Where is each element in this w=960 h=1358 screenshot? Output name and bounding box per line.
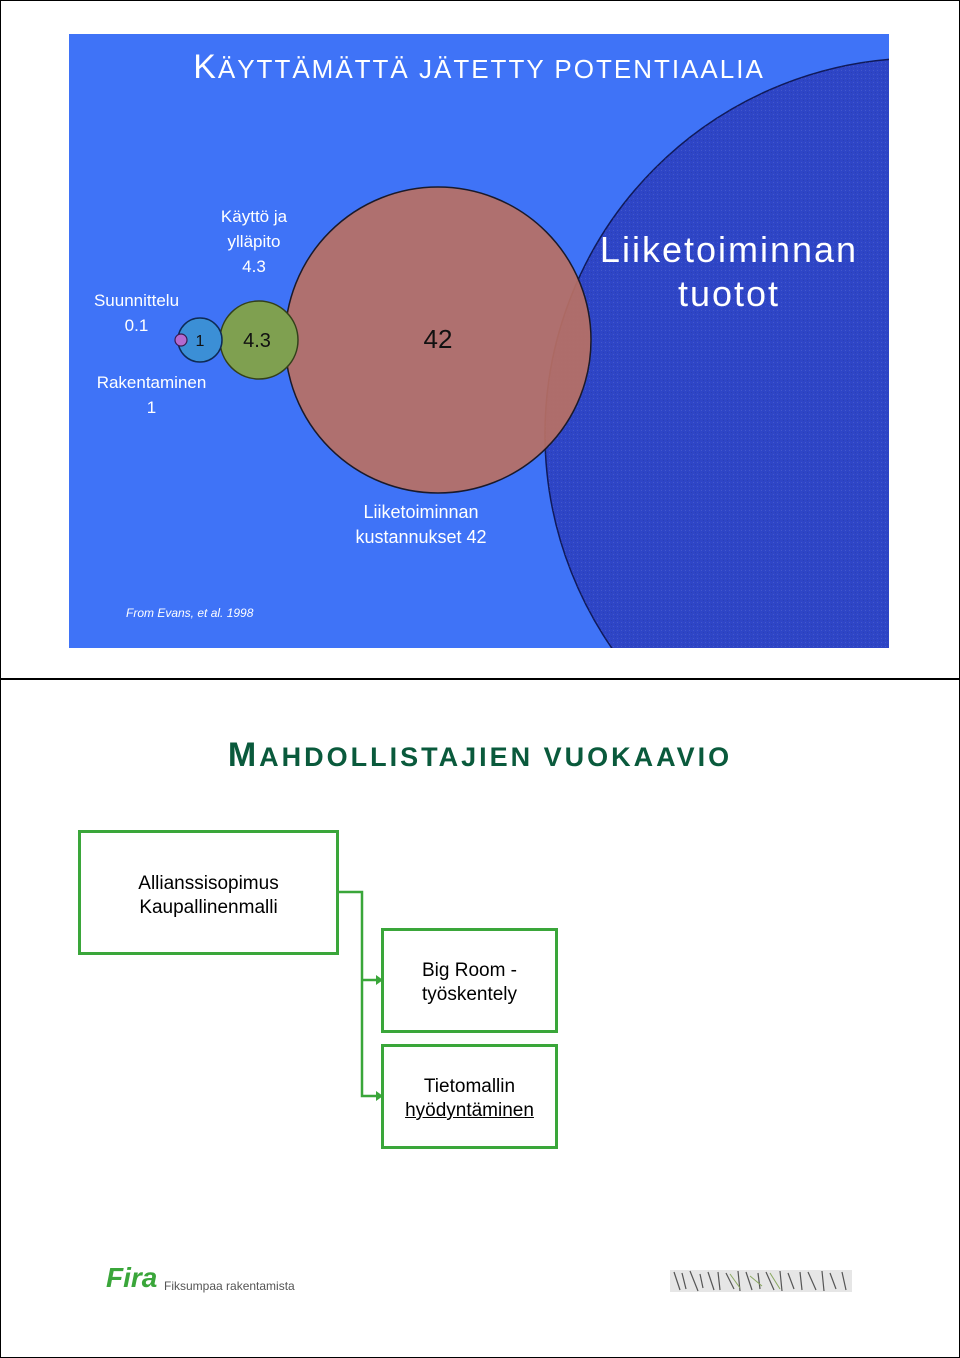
label-kustannukset: Liiketoiminnan kustannukset 42 bbox=[355, 502, 487, 547]
fira-logo: Fira bbox=[106, 1262, 158, 1293]
label-suunnittelu: Suunnittelu 0.1 bbox=[93, 291, 180, 335]
flow-box-allianssisopimus: Allianssisopimus Kaupallinenmalli bbox=[78, 830, 339, 955]
bubble-value-kaytto: 4.3 bbox=[243, 330, 271, 352]
flow-box-big-room: Big Room - työskentely bbox=[381, 928, 558, 1033]
slide-2-title: MAHDOLLISTAJIEN VUOKAAVIO bbox=[227, 736, 733, 774]
decorative-texture-icon bbox=[670, 1270, 852, 1292]
source-citation: From Evans, et al. 1998 bbox=[126, 606, 254, 620]
bubble-value-kustannukset: 42 bbox=[423, 324, 453, 354]
bubble-value-rakentaminen: 1 bbox=[195, 333, 205, 350]
label-kaytto: Käyttö ja ylläpito 4.3 bbox=[220, 207, 288, 276]
label-rakentaminen: Rakentaminen 1 bbox=[96, 373, 207, 417]
flow-box-tietomallin: Tietomallin hyödyntäminen bbox=[381, 1044, 558, 1149]
logo-tagline: Fiksumpaa rakentamista bbox=[164, 1279, 295, 1293]
connector-line bbox=[339, 892, 376, 1096]
slide-1-title: KÄYTTÄMÄTTÄ JÄTETTY POTENTIAALIA bbox=[193, 48, 765, 86]
label-tuotot: Liiketoiminnan tuotot bbox=[599, 229, 859, 314]
